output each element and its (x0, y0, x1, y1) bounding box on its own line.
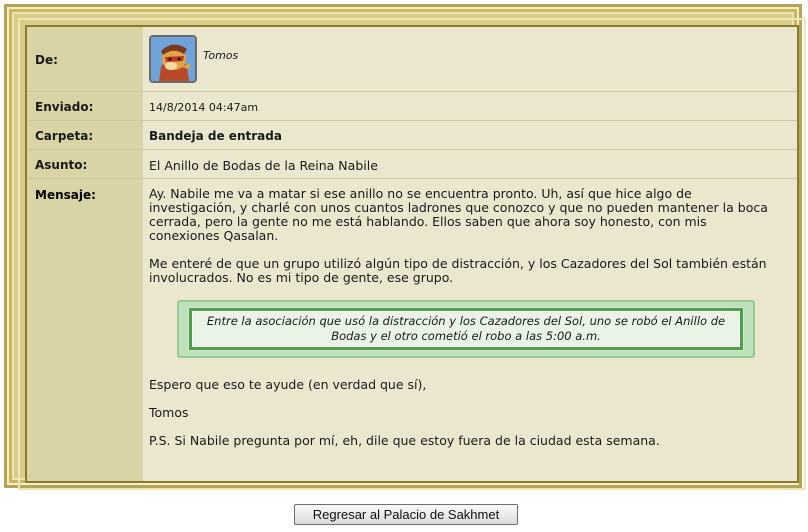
back-to-palace-button[interactable]: Regresar al Palacio de Sakhmet (294, 504, 518, 525)
folder-value: Bandeja de entrada (149, 129, 282, 143)
sender-name[interactable]: Tomos (203, 49, 239, 62)
message-paragraph: Me enteré de que un grupo utilizó algún tipo de distracción, y los Cazadores del Sol también están involucrados. No es mi tipo de gente, ese grupo. (149, 256, 767, 285)
hint-text: Entre la asociación que usó la distracción y los Cazadores del Sol, uno se robó el Anillo de Bodas y el otro cometió el robo a las 5:00 a.m. (189, 308, 743, 350)
message-label: Mensaje: (35, 188, 96, 202)
message-frame (4, 4, 802, 488)
message-signature: Tomos (149, 405, 189, 420)
message-body (149, 187, 779, 299)
sent-row (27, 92, 797, 121)
hint-box (177, 300, 755, 358)
subject-value: El Anillo de Bodas de la Reina Nabile (149, 158, 378, 173)
folder-label: Carpeta: (35, 129, 94, 143)
message-paragraph: Ay. Nabile me va a matar si ese anillo no se encuentra pronto. Uh, así que hice algo de investigación, y charlé con unos cuantos ladrones que conozco y que no pueden mantener la boca cerrada, pero la gente no me está hablando. Ellos saben que ahora soy honesto, con mis conexiones Qasalan. (149, 186, 768, 243)
subject-row (27, 150, 797, 179)
message-closing: Espero que eso te ayude (en verdad que sí), (149, 377, 427, 392)
folder-row (27, 121, 797, 150)
tomos-avatar-icon[interactable] (149, 35, 197, 83)
message-panel (25, 25, 799, 483)
sent-date: 14/8/2014 04:47am (149, 101, 259, 114)
from-label: De: (35, 53, 58, 67)
subject-label: Asunto: (35, 158, 88, 172)
message-postscript: P.S. Si Nabile pregunta por mí, eh, dile que estoy fuera de la ciudad esta semana. (149, 433, 660, 448)
sent-label: Enviado: (35, 100, 94, 114)
from-row (27, 27, 797, 92)
